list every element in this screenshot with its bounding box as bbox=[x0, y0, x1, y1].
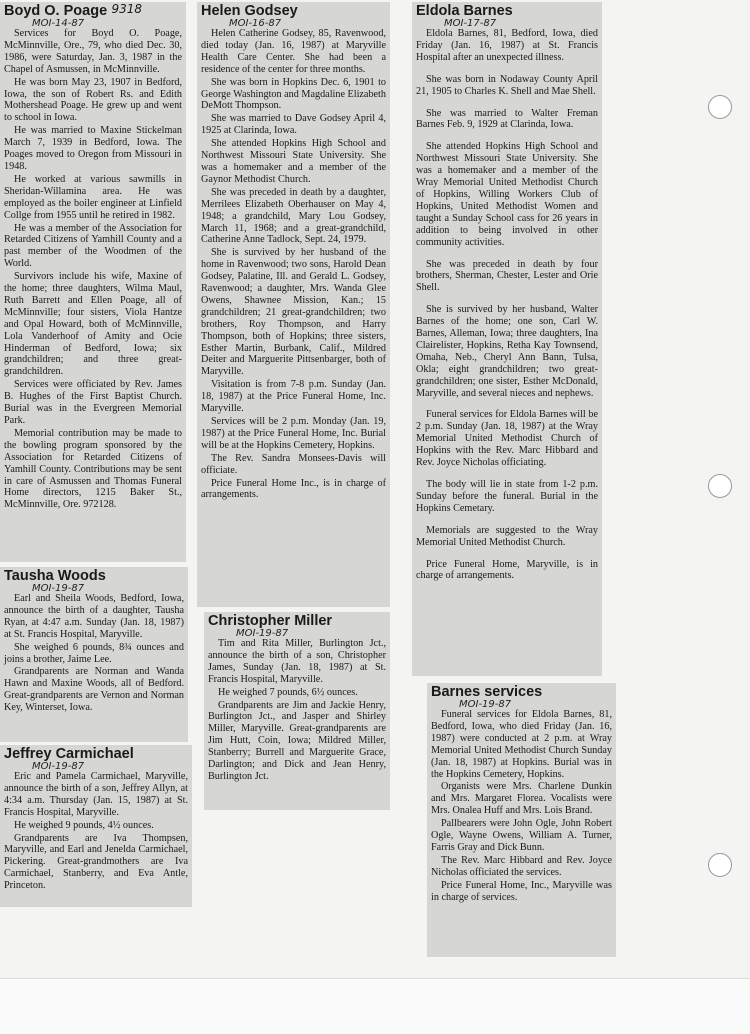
clipping-title: Boyd O. Poage bbox=[4, 3, 108, 19]
paragraph: The Rev. Marc Hibbard and Rev. Joyce Nicholas officiated the services. bbox=[431, 854, 612, 878]
paragraph: Pallbearers were John Ogle, John Robert Ogle, Wayne Owens, William A. Turner, Farris Gray and Dick Bunn. bbox=[431, 818, 612, 853]
paragraph: Funeral services for Eldola Barnes will be 2 p.m. Sunday (Jan. 18, 1987) at the Wray Memorial United Methodist Church of Hopkins with the Rev. Marc Hibbard and Rev. Joyce Nicholas officiating. bbox=[416, 409, 598, 469]
paragraph: Services will be 2 p.m. Monday (Jan. 19, 1987) at the Price Funeral Home, Inc. Burial will be at the Hopkins Cemetery, Hopkins. bbox=[201, 416, 386, 451]
binder-hole-bottom bbox=[708, 853, 732, 877]
paragraph: She was preceded in death by a daughter, Merrilees Elizabeth Oberhauser on May 4, 1948; a grandchild, Mary Lou Godsey, March 11, 1968; and a great-grandchild, Catherine Anne Tadlock, Sept. 24, 1979. bbox=[201, 186, 386, 246]
clipping-title: Tausha Woods bbox=[4, 568, 106, 584]
paragraph: She attended Hopkins High School and Northwest Missouri State University. She was a homemaker and a member of the Gaynor Methodist Church. bbox=[201, 138, 386, 185]
handwritten-date: MOI-19-87 bbox=[236, 628, 289, 639]
handwritten-date: MOI-19-87 bbox=[32, 761, 85, 772]
clipping-title: Helen Godsey bbox=[201, 3, 298, 19]
paragraph: Eldola Barnes, 81, Bedford, Iowa, died Friday (Jan. 16, 1987) at St. Francis Hospital after an unexpected illness. bbox=[416, 28, 598, 63]
paragraph: He weighed 7 pounds, 6½ ounces. bbox=[218, 686, 358, 698]
binder-hole-top bbox=[708, 95, 732, 119]
handwritten-date: MOI-17-87 bbox=[444, 18, 497, 29]
paragraph: He was married to Maxine Stickelman March 7, 1939 in Bedford, Iowa. The Poages moved to Oregon from Missouri in 1948. bbox=[4, 125, 182, 172]
obituary-eldola-barnes bbox=[412, 2, 602, 676]
handwritten-date: MOI-14-87 bbox=[32, 18, 85, 29]
paragraph: Earl and Sheila Woods, Bedford, Iowa, announce the birth of a daughter, Tausha Ryan, at 4:47 a.m. Sunday (Jan. 18, 1987) at St. Francis Hospital, Maryville. bbox=[4, 593, 184, 640]
paragraph: Survivors include his wife, Maxine of the home; three daughters, Wilma Maul, Ruth Barrett and Ellen Poage, all of McMinnville; four sisters, Viola Hantze and Opal Howard, both of McMinnville, Lola Vanderhoof of Amity and Ocie Hinderman of Bedford, Iowa; six grandchildren; and three great-grandchildren. bbox=[4, 271, 182, 378]
paragraph: She was married to Walter Freman Barnes Feb. 9, 1929 at Clarinda, Iowa. bbox=[416, 107, 598, 131]
paragraph: She was preceded in death by four brothers, Sherman, Chester, Lester and Orie Shell. bbox=[416, 258, 598, 294]
birth-notice-tausha-woods bbox=[0, 567, 188, 742]
paragraph: Memorials are suggested to the Wray Memorial United Methodist Church. bbox=[416, 524, 598, 548]
paragraph: He was born May 23, 1907 in Bedford, Iowa, the son of Robert Rs. and Edith Mothershead Poage. He grew up and went to school in Iowa. bbox=[4, 76, 182, 124]
scanner-bed-edge bbox=[0, 978, 750, 1034]
paragraph: Price Funeral Home, Inc., Maryville was in charge of services. bbox=[431, 879, 612, 903]
paragraph: Helen Catherine Godsey, 85, Ravenwood, died today (Jan. 16, 1987) at Maryville Health Care Center. She had been a residence of the center for three months. bbox=[201, 28, 386, 75]
paragraph: Organists were Mrs. Charlene Dunkin and Mrs. Margaret Florea. Vocalists were Mrs. Onalea Huff and Mrs. Lois Brand. bbox=[431, 781, 612, 817]
paragraph: Services were officiated by Rev. James B. Hughes of the First Baptist Church. Burial was in the Evergreen Memorial Park. bbox=[4, 379, 182, 426]
paragraph: The body will lie in state from 1-2 p.m. Sunday before the funeral. Burial in the Hopkins Cemetary. bbox=[416, 479, 598, 514]
clipping-title: Eldola Barnes bbox=[416, 3, 513, 19]
clipping-title: Jeffrey Carmichael bbox=[4, 746, 134, 762]
birth-notice-christopher-miller bbox=[204, 612, 390, 810]
paragraph: Grandparents are Iva Thompsen, Maryville, and Earl and Jenelda Carmichael, Pickering. Great-grandmothers are Iva Carmichael, Stanberry, and Eva Antle, Princeton. bbox=[4, 832, 188, 892]
obituary-boyd-poage bbox=[0, 2, 186, 562]
handwritten-date: MOI-16-87 bbox=[229, 18, 282, 29]
obituary-helen-godsey bbox=[197, 2, 390, 607]
paragraph: Grandparents are Jim and Jackie Henry, Burlington Jct., and Jasper and Shirley Miller, Maryville. Great-grandparents are Jim Hutt, Coin, Iowa; Mildred Miller, Stanberry; Burrell and Marguerite Grace, Darlington; and Dick and Jean Henry, Burlington Jct. bbox=[208, 699, 386, 782]
paragraph: He worked at various sawmills in Sheridan-Willamina area. He was employed as the boiler engineer at Linfield Collge from 1955 until he retired in 1982. bbox=[4, 173, 182, 221]
paragraph: Services for Boyd O. Poage, McMinnville, Ore., 79, who died Dec. 30, 1986, were Saturday, Jan. 3, 1987 in the Chapel of Asmussen, in McMinnville. bbox=[4, 28, 182, 75]
paragraph: Memorial contribution may be made to the bowling program sponsored by the Association for Retarded Citizens of Yamhill County. Contributions may be sent in care of Asmussen and Thomas Funeral Home directors, 1215 Baker St., McMinnville, Ore. 972128. bbox=[4, 427, 182, 511]
clipping-title: Christopher Miller bbox=[208, 613, 333, 629]
paragraph: She was born in Nodaway County April 21, 1905 to Charles K. Shell and Mae Shell. bbox=[416, 73, 598, 97]
paragraph: She was married to Dave Godsey April 4, 1925 at Clarinda, Iowa. bbox=[201, 113, 386, 137]
paragraph: He weighed 9 pounds, 4½ ounces. bbox=[14, 819, 154, 831]
paragraph: Funeral services for Eldola Barnes, 81, Bedford, Iowa, who died Friday (Jan. 16, 1987) were conducted at 2 p.m. at Wray Memorial United Methodist Church Sunday (Jan. 18, 1987) at Hopkins. Burial was in the Hopkins Cemetery, Hopkins. bbox=[431, 709, 612, 780]
paragraph: She attended Hopkins High School and Northwest Missouri State University. She was a homemaker and a member of the Wray Memorial United Methodist Church of Hopkins, Willing Workers Club of Hopkins, United Methodist Women and taught a Sunday School cass for 26 years in addition to being involved in other community activities. bbox=[416, 141, 598, 248]
birth-notice-jeffrey-carmichael bbox=[0, 745, 192, 907]
handwritten-date: MOI-19-87 bbox=[459, 699, 512, 710]
paragraph: Eric and Pamela Carmichael, Maryville, announce the birth of a son, Jeffrey Allyn, at 4:34 a.m. Thursday (Jan. 15, 1987) at St. Francis Hospital, Maryville. bbox=[4, 771, 188, 818]
paragraph: Grandparents are Norman and Wanda Hawn and Maxine Woods, all of Bedford. Great-grandparents are Vernon and Norman Key, Winterset, Iowa. bbox=[4, 666, 184, 714]
clipping-title: Barnes services bbox=[431, 684, 543, 700]
paragraph: She was born in Hopkins Dec. 6, 1901 to George Washington and Magdaline Elizabeth DeMott Thompson. bbox=[201, 76, 386, 112]
paragraph: Tim and Rita Miller, Burlington Jct., announce the birth of a son, Christopher James, Sunday (Jan. 18, 1987) at St. Francis Hospital, Maryville. bbox=[208, 638, 386, 685]
handwritten-date: MOI-19-87 bbox=[32, 583, 85, 594]
paragraph: She is survived by her husband, Walter Barnes of the home; one son, Carl W. Barnes, Alleman, Iowa; three daughters, Ina Clairelister, Hopkins, Retha Kay Townsend, Omaha, Neb., Cheryl Ann Bann, Tulsa, Okla; eight grandchildren; two great-grandchildren; one sister, Esther McDonald, Maryville, and several nieces and nephews. bbox=[416, 304, 598, 399]
paragraph: The Rev. Sandra Monsees-Davis will officiate. bbox=[201, 452, 386, 476]
binder-hole-middle bbox=[708, 474, 732, 498]
filing-number: 9318 bbox=[111, 2, 142, 16]
paragraph: Price Funeral Home Inc., is in charge of arrangements. bbox=[201, 477, 386, 501]
paragraph: Visitation is from 7-8 p.m. Sunday (Jan. 18, 1987) at the Price Funeral Home, Inc. Maryville. bbox=[201, 379, 386, 415]
paragraph: She is survived by her husband of the home in Ravenwood; two sons, Harold Dean Godsey, Palatine, Ill. and Gerald L. Godsey, Ravenwood; a daughter, Mrs. Wanda Glee Owens, Shawnee Mission, Kan.; 15 grandchildren; 21 great-grandchildren; two brothers, Roy Thompson, and Harry Thompson, both of Hopkins; three sisters, Esther Martin, Burbank, Calif., Mildred Deiter and Marguerite Pittsenbarger, both of Maryville. bbox=[201, 247, 386, 378]
paragraph: He was a member of the Association for Retarded Citizens of Yamhill County and a past member of the Woodmen of the World. bbox=[4, 222, 182, 270]
paragraph: She weighed 6 pounds, 8¾ ounces and joins a brother, Jaime Lee. bbox=[4, 641, 184, 665]
funeral-notice-barnes-services bbox=[427, 683, 616, 957]
paragraph: Price Funeral Home, Maryville, is in charge of arrangements. bbox=[416, 558, 598, 582]
